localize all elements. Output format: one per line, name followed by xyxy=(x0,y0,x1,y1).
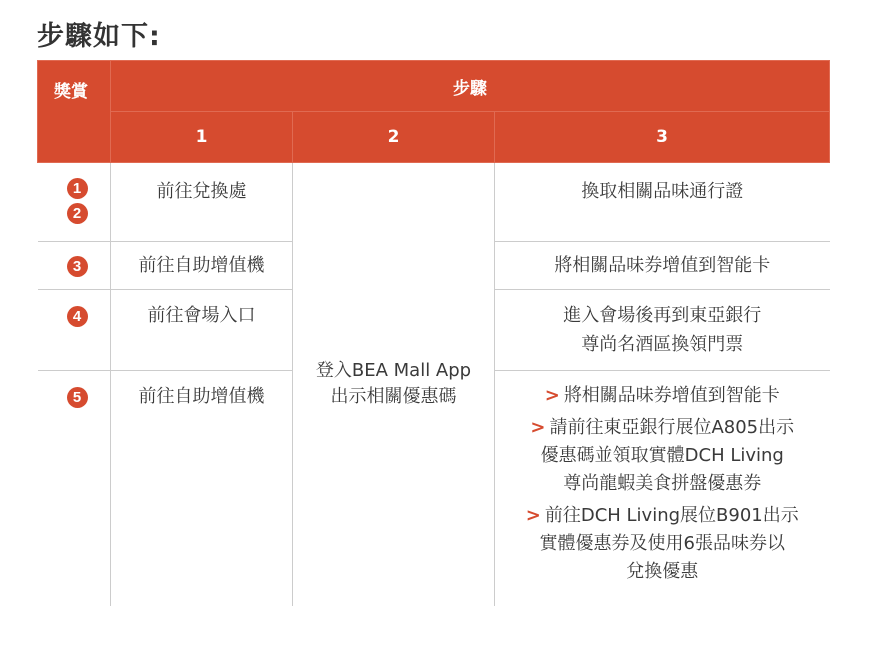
step3-cell xyxy=(495,371,830,606)
step1-text: 前往會場入口 xyxy=(147,305,256,326)
step1-cell xyxy=(111,242,293,290)
step1-text: 前往自助增值機 xyxy=(138,386,265,407)
table-row xyxy=(38,163,830,242)
step3-bullet: > 將相關品味券增值到智能卡 xyxy=(544,385,780,406)
step3-cell xyxy=(495,163,830,242)
step2-line: 出示相關優惠碼 xyxy=(330,386,457,408)
step3-text: 尊尚名酒區換領門票 xyxy=(581,334,744,355)
bullet-arrow-icon: > xyxy=(525,505,541,526)
header-prize: 獎賞 xyxy=(38,61,111,163)
prize-cell xyxy=(38,371,111,606)
step3-bullet: > 前往DCH Living展位B901出示 實體優惠券及使用6張品味券以 兌換優惠 xyxy=(525,505,799,582)
step3-cell xyxy=(495,290,830,371)
prize-cell xyxy=(38,242,111,290)
header-step-1: 1 xyxy=(111,112,293,163)
prize-number-badge: 2 xyxy=(67,203,88,224)
step1-text: 前往兌換處 xyxy=(156,181,247,202)
prize-cell xyxy=(38,163,111,242)
step3-cell xyxy=(495,242,830,290)
step1-text: 前往自助增值機 xyxy=(138,255,265,276)
prize-number-badge: 4 xyxy=(67,306,88,327)
step2-line: 登入BEA Mall App xyxy=(315,360,472,382)
step1-cell xyxy=(111,290,293,371)
step1-cell xyxy=(111,163,293,242)
prize-number-badge: 5 xyxy=(67,387,88,408)
header-step-3: 3 xyxy=(495,112,830,163)
step1-cell xyxy=(111,371,293,606)
prize-number-badge: 3 xyxy=(67,256,88,277)
steps-table xyxy=(37,60,830,606)
bullet-arrow-icon: > xyxy=(544,385,560,406)
step3-text: 進入會場後再到東亞銀行 xyxy=(563,305,762,326)
header-step-2: 2 xyxy=(293,112,495,163)
header-steps: 步驟 xyxy=(111,61,830,112)
page-title: 步驟如下: xyxy=(37,21,161,52)
step3-text: 將相關品味券增值到智能卡 xyxy=(554,255,771,276)
step3-text: 換取相關品味通行證 xyxy=(581,181,744,202)
step2-merged-cell xyxy=(293,163,495,606)
bullet-arrow-icon: > xyxy=(530,417,546,438)
step3-bullet: > 請前往東亞銀行展位A805出示 優惠碼並領取實體DCH Living 尊尚龍蝦美食拼盤優惠券 xyxy=(530,417,795,494)
prize-cell xyxy=(38,290,111,371)
prize-number-badge: 1 xyxy=(67,178,88,199)
